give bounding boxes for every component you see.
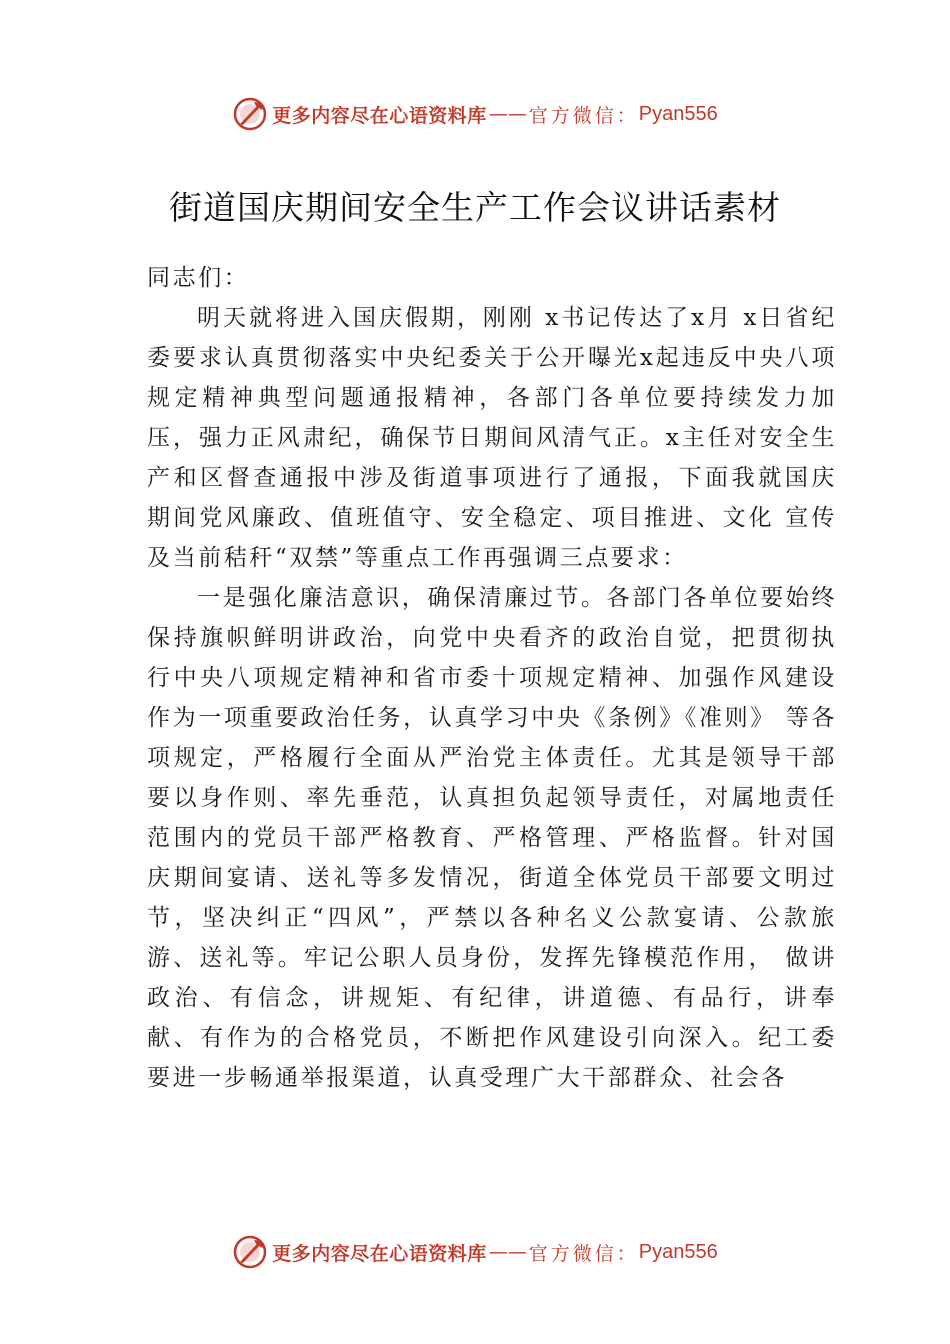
footer-wechat-id: Pyan556 [638,1240,718,1263]
quill-logo-icon [232,1234,268,1270]
footer-brand-text: 更多内容尽在心语资料库 [272,1242,487,1265]
paragraph-1: 明天就将进入国庆假期，刚刚 x书记传达了x月 x日省纪委要求认真贯彻落实中央纪委关于公开曝光x起违反中央八项规定精神典型问题通报精神，各部门各单位要持续发力加压，强力正风肃纪，确保节日期间风清气正。x主任对安全生产和区督查通报中涉及街道事项进行了通报，下面我就国庆期间党风廉政、值班值守、安全稳定、项目推进、文化 宣传及当前秸秆“双禁”等重点工作再强调三点要求： [147,305,837,571]
document-body [147,258,837,1098]
banner-dash: —— [488,103,527,125]
footer-wechat-label: 官方微信： [528,1242,639,1265]
banner-wechat-label: 官方微信： [528,104,639,127]
greeting: 同志们： [147,265,250,291]
paragraph-2: 一是强化廉洁意识，确保清廉过节。各部门各单位要始终保持旗帜鲜明讲政治，向党中央看齐的政治自觉，把贯彻执行中央八项规定精神和省市委十项规定精神、加强作风建设作为一项重要政治任务，认真学习中央《条例》《准则》 等各项规定，严格履行全面从严治党主体责任。尤其是领导干部要以身作则、率先垂范，认真担负起领导责任，对属地责任范围内的党员干部严格教育、严格管理、严格监督。针对国庆期间宴请、送礼等多发情况，街道全体党员干部要文明过节，坚决纠正“四风”，严禁以各种名义公款宴请、公款旅游、送礼等。牢记公职人员身份，发挥先锋模范作用， 做讲政治、有信念，讲规矩、有纪律，讲道德、有品行，讲奉献、有作为的合格党员，不断把作风建设引向深入。纪工委要进一步畅通举报渠道，认真受理广大干部群众、社会各 [147,585,837,1091]
footer-dash: —— [488,1241,527,1263]
footer-banner [0,1232,950,1272]
document-title: 街道国庆期间安全生产工作会议讲话素材 [169,188,781,227]
banner-brand-text: 更多内容尽在心语资料库 [272,104,487,127]
header-banner [0,94,950,134]
quill-logo-icon [232,96,268,132]
banner-wechat-id: Pyan556 [638,102,718,125]
